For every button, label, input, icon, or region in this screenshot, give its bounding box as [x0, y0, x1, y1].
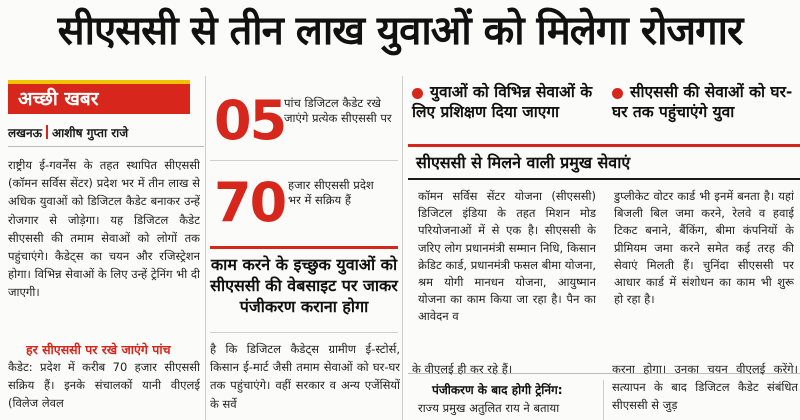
column-divider — [402, 76, 403, 420]
left-subhead: हर सीएससी पर रखे जाएंगे पांच — [26, 342, 171, 357]
bottom-col1-body: राज्य प्रमुख अतुलित राय ने बताया — [418, 401, 560, 415]
services-col1: कॉमन सर्विस सेंटर योजना (सीएससी) डिजिटल इंडिया के तहत मिशन मोड परियोजनाओं में से एक है। सीएससी के जरिए लोग प्रधानमंत्री सम्मान निधि, किसान क्रेडिट कार्ड, प्रधानमंत्री फसल बीमा योजना, श्रम योगी मानधन योजना, आयुष्मान योजना का काम किया जा रहा है। पैन का आवेदन व — [418, 189, 596, 324]
services-title-rule — [408, 178, 800, 180]
callout-text: काम करने के इच्छुक युवाओं को सीएससी की वेबसाइट पर जाकर पंजीकरण कराना होगा — [210, 255, 398, 316]
stat-70-text: हजार सीएससी प्रदेश भर में सक्रिय हैं — [288, 178, 374, 207]
highlight-doorstep: सीएससी की सेवाओं को घर-घर तक पहुंचाएंगे युवा — [612, 83, 793, 121]
stat-05-text: पांच डिजिटल कैडेट रखे जाएंगे प्रत्येक सीएससी पर — [284, 96, 392, 125]
services-col2: डुप्लीकेट वोटर कार्ड भी इनमें बनता है। यहां बिजली बिल जमा करने, रेलवे व हवाई टिकट बनाने, बैंकिंग, बीमा कंपनियों के प्रीमियम जमा करने समेत कई तरह की सेवाएं मिलती हैं। चुनिंदा सीएससी पर आधार कार्ड में संशोधन का काम भी शुरू हो रहा है। — [614, 189, 794, 307]
byline-city: लखनऊ — [8, 126, 43, 140]
byline-rule — [8, 146, 204, 147]
stat-05-number: 05 — [214, 89, 286, 152]
column-divider — [603, 380, 604, 420]
kicker-label: अच्छी खबर — [8, 84, 190, 114]
bottom-col2-body: करना होगा। उनका चयन वीएलई करेंगे। सत्यापन के बाद डिजिटल कैडेट संबंधित सीएससी से जुड़ — [612, 362, 798, 413]
bottom-col1-subhead: पंजीकरण के बाद होगी ट्रेनिंग: — [432, 383, 563, 397]
middle-body: है कि डिजिटल कैडेट्स ग्रामीण ई-स्टोर्स, किसान ई-मार्ट जैसी तमाम सेवाओं को घर-घर तक पहुंचाएंगे। वहीं सरकार व अन्य एजेंसियों के सर्वे — [210, 342, 400, 411]
byline — [8, 124, 128, 141]
left-body: राष्ट्रीय ई-गवर्नेंस के तहत स्थापित सीएससी (कॉमन सर्विस सेंटर) प्रदेश भर में तीन लाख से अधिक युवाओं को डिजिटल कैडेट बनाकर उन्हें रोजगार से जोड़ेगा। यह डिजिटल कैडेट सीएससी की तमाम सेवाओं को लोगों तक पहुंचाएंगे। कैडेट्स का चयन और रजिस्ट्रेशन होगा। विभिन्न सेवाओं के लिए उन्हें ट्रेनिंग भी दी जाएगी। — [8, 158, 200, 300]
callout-rule — [210, 246, 398, 249]
stat-70-number: 70 — [214, 171, 286, 234]
left-body-2: कैडेट: प्रदेश में करीब 70 हजार सीएससी सक्रिय हैं। इनके संचालकों यानी वीएलई (विलेज लेवल — [8, 360, 200, 411]
column-divider — [205, 76, 206, 420]
bottom-col1-line: के वीएलई ही कर रहे हैं। — [412, 362, 513, 376]
byline-author: आशीष गुप्ता राजे — [52, 126, 129, 140]
services-title: सीएससी से मिलने वाली प्रमुख सेवाएं — [416, 153, 631, 172]
highlight-training: युवाओं को विभिन्न सेवाओं के लिए प्रशिक्षण दिया जाएगा — [412, 83, 593, 121]
byline-separator — [46, 125, 48, 139]
headline: सीएससी से तीन लाख युवाओं को मिलेगा रोजगार — [57, 8, 743, 54]
callout-bottom-rule — [210, 332, 398, 333]
stat-divider — [210, 160, 398, 161]
